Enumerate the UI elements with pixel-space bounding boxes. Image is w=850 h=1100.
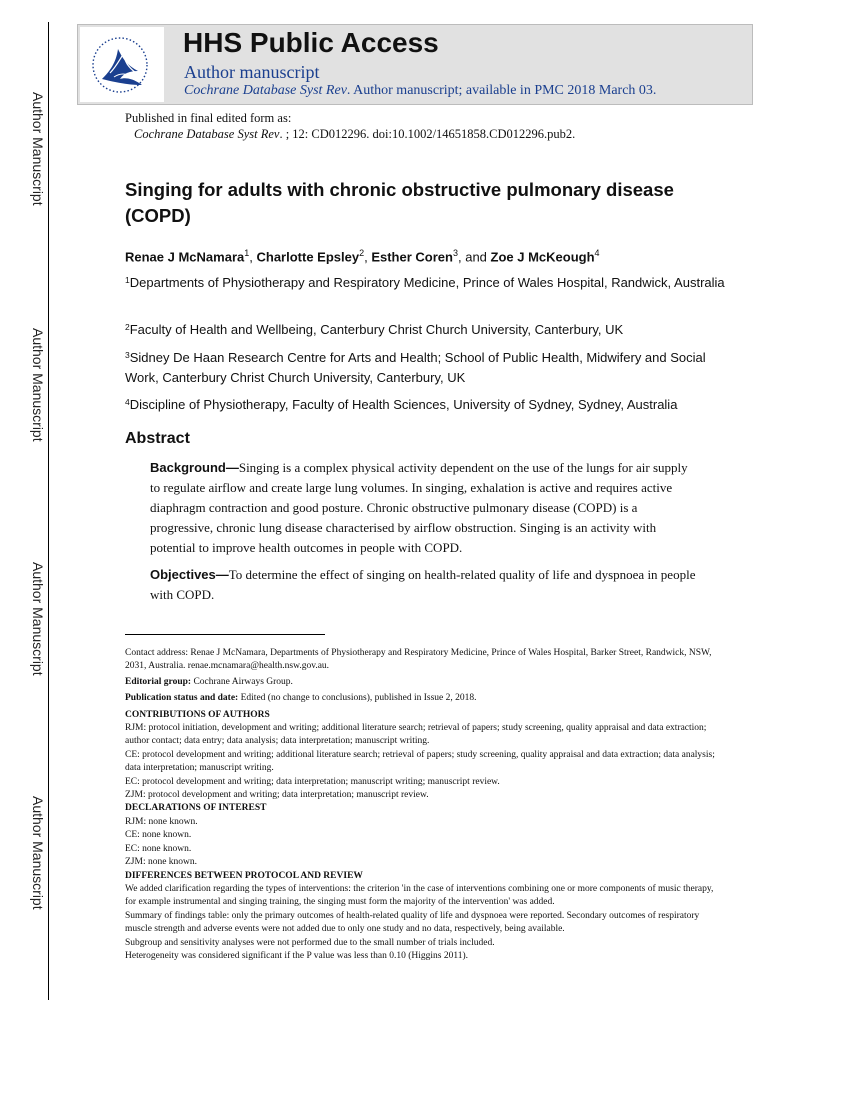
footnote-contact: Contact address: Renae J McNamara, Departments of Physiotherapy and Respiratory Medicine, Prince of Wales Hospital, Barker Street, Randwick, NSW, 2031, Australia. renae.mcnamara@health.nsw.gov.au.: [125, 648, 712, 672]
footnote-editorial-label: Editorial group:: [125, 676, 192, 687]
affiliation-sup: 2: [125, 322, 130, 332]
side-label-author-manuscript: Author Manuscript: [30, 796, 46, 910]
author-name: Zoe J McKeough: [490, 249, 595, 265]
affiliation: [125, 345, 725, 388]
published-ref-text: . ; 12: CD012296. doi:10.1002/14651858.CD012296.pub2.: [279, 127, 576, 141]
difference-item: Subgroup and sensitivity analyses were not performed due to the small number of trials included.: [125, 937, 495, 948]
interest-item: EC: none known.: [125, 843, 192, 854]
abstract-heading: Abstract: [125, 430, 190, 447]
author-sup: 1: [244, 248, 250, 258]
difference-item: Summary of findings table: only the primary outcomes of health-related quality of life and dyspnoea were reported. Secondary outcomes of respiratory muscle strength and adverse events were not added due to only one study and no data, respectively, being available.: [125, 910, 700, 935]
affiliation-sup: 1: [125, 275, 130, 285]
published-ref: [125, 126, 575, 142]
footnote-status-label: Publication status and date:: [125, 693, 239, 704]
author-separator: ,: [249, 249, 257, 265]
interest-item: ZJM: none known.: [125, 857, 198, 868]
header-subtitle: Author manuscript: [184, 62, 320, 82]
affiliation-sup: 4: [125, 397, 130, 407]
margin-rule: [48, 22, 49, 1000]
contribution-item: ZJM: protocol development and writing; data interpretation; manuscript review.: [125, 790, 429, 801]
hhs-header: [77, 24, 753, 105]
side-label-author-manuscript: Author Manuscript: [30, 562, 46, 676]
interest-item: CE: none known.: [125, 830, 192, 841]
author-sup: 2: [359, 248, 365, 258]
interest-item: RJM: none known.: [125, 816, 198, 827]
affiliation-text: Departments of Physiotherapy and Respiratory Medicine, Prince of Wales Hospital, Randwick, Australia: [129, 275, 725, 290]
header-citation-rest: . Author manuscript; available in PMC 2018 March 03.: [346, 83, 657, 98]
affiliation-text: Discipline of Physiotherapy, Faculty of Health Sciences, University of Sydney, Sydney, Australia: [129, 397, 678, 412]
published-info: [125, 110, 575, 142]
affiliation: [125, 392, 725, 415]
header-citation: [184, 83, 656, 99]
author-sup: 3: [452, 248, 458, 258]
abstract-background-label: Background—: [150, 460, 239, 475]
author-list: [125, 248, 600, 264]
author-separator: , and: [457, 249, 491, 265]
author-name: Renae J McNamara: [125, 249, 245, 265]
side-label-author-manuscript: Author Manuscript: [30, 92, 46, 206]
interest-heading: DECLARATIONS OF INTEREST: [125, 803, 267, 814]
abstract-objectives-text: To determine the effect of singing on health-related quality of life and dyspnoea in people with COPD.: [150, 567, 696, 602]
contribution-item: RJM: protocol initiation, development and writing; additional literature search; retrieval of papers; study screening, quality appraisal and data extraction; author contact; data entry; data analysis; data interpretation; manuscript writing.: [125, 723, 707, 747]
footnote-divider: [125, 634, 325, 635]
affiliation-sup: 3: [125, 350, 130, 360]
author-sup: 4: [594, 248, 600, 258]
published-label: Published in final edited form as:: [125, 111, 292, 125]
footnote-editorial-text: Cochrane Airways Group.: [191, 676, 293, 687]
contributions-heading: CONTRIBUTIONS OF AUTHORS: [125, 709, 270, 720]
affiliation: [125, 270, 725, 293]
difference-item: We added clarification regarding the types of interventions: the criterion 'in the case of interventions combining one or more components of music therapy, for example instrumental and singing training, the singing must form the majority of the intervention' was added.: [125, 883, 714, 908]
header-citation-journal: Cochrane Database Syst Rev: [184, 83, 347, 98]
abstract-background: [150, 458, 700, 558]
author-name: Esther Coren: [371, 249, 453, 265]
footnote-status-text: Edited (no change to conclusions), published in Issue 2, 2018.: [238, 693, 477, 704]
contribution-item: CE: protocol development and writing; additional literature search; retrieval of papers; study screening, quality appraisal and data extraction; data analysis; data interpretation; manuscript writing.: [125, 749, 715, 774]
affiliation-text: Faculty of Health and Wellbeing, Canterbury Christ Church University, Canterbury, UK: [129, 322, 624, 337]
published-journal: Cochrane Database Syst Rev: [134, 127, 280, 141]
header-title: HHS Public Access: [183, 27, 439, 58]
side-label-author-manuscript: Author Manuscript: [30, 328, 46, 442]
abstract-objectives-label: Objectives—: [150, 567, 229, 582]
affiliation: [125, 317, 725, 340]
difference-item: Heterogeneity was considered significant if the P value was less than 0.10 (Higgins 2011).: [125, 950, 469, 961]
author-separator: ,: [364, 249, 372, 265]
differences-heading: DIFFERENCES BETWEEN PROTOCOL AND REVIEW: [125, 870, 363, 881]
hhs-eagle-logo-icon: [80, 27, 164, 102]
contribution-item: EC: protocol development and writing; data interpretation; manuscript writing; manuscript review.: [125, 776, 500, 787]
footnote-status: [125, 692, 725, 705]
abstract-objectives: [150, 565, 700, 605]
abstract-background-text: Singing is a complex physical activity dependent on the use of the lungs for air supply to regulate airflow and create large lung volumes. In singing, exhalation is active and requires active diaphragm contraction and good posture. Chronic obstructive pulmonary disease (COPD) is a progressive, chronic lung disease characterised by airflow obstruction. Singing is an activity with potential to improve health outcomes in people with COPD.: [150, 460, 688, 555]
footnote-editorial: [125, 676, 725, 689]
article-title: Singing for adults with chronic obstructive pulmonary disease (COPD): [125, 179, 674, 226]
affiliation-text: Sidney De Haan Research Centre for Arts and Health; School of Public Health, Midwifery and Social Work, Canterbury Christ Church University, Canterbury, UK: [125, 350, 706, 385]
author-name: Charlotte Epsley: [256, 249, 360, 265]
footnotes: [125, 647, 725, 963]
